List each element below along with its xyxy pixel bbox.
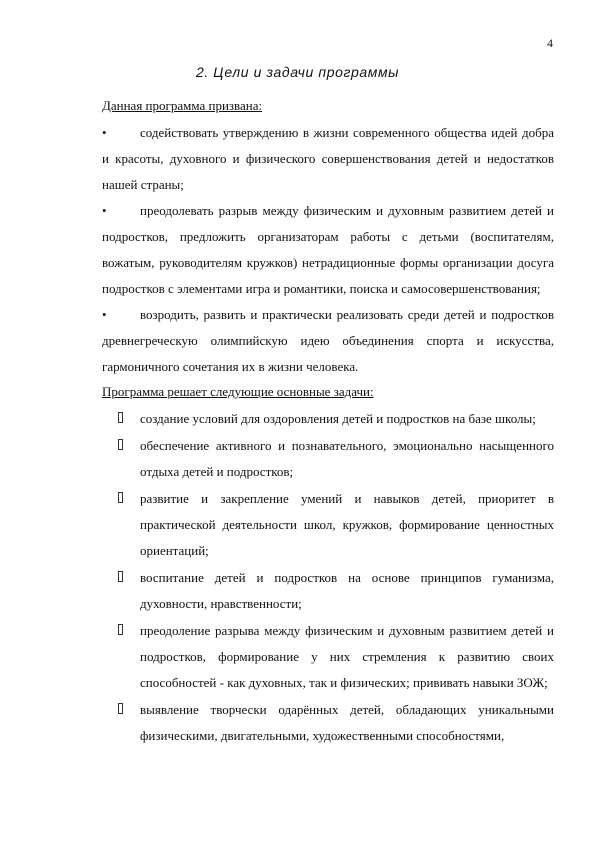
task-text: создание условий для оздоровления детей и подростков на базе школы; <box>140 411 536 426</box>
task-text: воспитание детей и подростков на основе принципов гуманизма, духовности, нравственности; <box>140 570 554 611</box>
task-text: обеспечение активного и познавательного, эмоционально насыщенного отдыха детей и подростков; <box>140 438 554 479</box>
task-item <box>102 565 554 617</box>
goal-text: содействовать утверждению в жизни современного общества идей добра и красоты, духовного и физического совершенствования детей и недостатков нашей страны; <box>102 125 554 192</box>
box-bullet-icon <box>118 439 123 450</box>
document-body <box>102 96 554 750</box>
bullet-icon: • <box>102 307 107 322</box>
task-item <box>102 433 554 485</box>
goal-text: преодолевать разрыв между физическим и духовным развитием детей и подростков, предложить организаторам работы с детьми (воспитателям, вожатым, руководителям кружков) нетрадиционные формы организации досуга подростков с элементами игра и романтики, поиска и самосовершенствования; <box>102 203 554 296</box>
box-bullet-icon <box>118 624 123 635</box>
task-text: развитие и закрепление умений и навыков детей, приоритет в практической деятельности школ, кружков, формирование ценностных ориентаций; <box>140 491 554 558</box>
task-item <box>102 406 554 432</box>
task-item <box>102 697 554 749</box>
goal-text: возродить, развить и практически реализовать среди детей и подростков древнегреческую олимпийскую идею объединения спорта и искусства, гармоничного сочетания их в жизни человека. <box>102 307 554 374</box>
task-item <box>102 486 554 564</box>
bullet-icon: • <box>102 125 107 140</box>
task-text: преодоление разрыва между физическим и духовным развитием детей и подростков, формирование у них стремления к развитию своих способностей - как духовных, так и физических; прививать навыки ЗОЖ; <box>140 623 554 690</box>
section-title: 2. Цели и задачи программы <box>195 64 400 80</box>
goal-paragraph <box>102 120 554 198</box>
task-item <box>102 618 554 696</box>
bullet-icon: • <box>102 203 107 218</box>
box-bullet-icon <box>118 412 123 423</box>
tasks-list <box>102 406 554 749</box>
goal-paragraph <box>102 198 554 302</box>
tasks-intro: Программа решает следующие основные задачи: <box>102 384 374 399</box>
page-number: 4 <box>547 36 553 50</box>
goals-intro: Данная программа призвана: <box>102 98 263 113</box>
task-text: выявление творчески одарённых детей, обладающих уникальными физическими, двигательными, художественными способностями, <box>140 702 554 743</box>
box-bullet-icon <box>118 703 123 714</box>
box-bullet-icon <box>118 571 123 582</box>
goal-paragraph <box>102 302 554 380</box>
box-bullet-icon <box>118 492 123 503</box>
goals-list <box>102 120 554 380</box>
